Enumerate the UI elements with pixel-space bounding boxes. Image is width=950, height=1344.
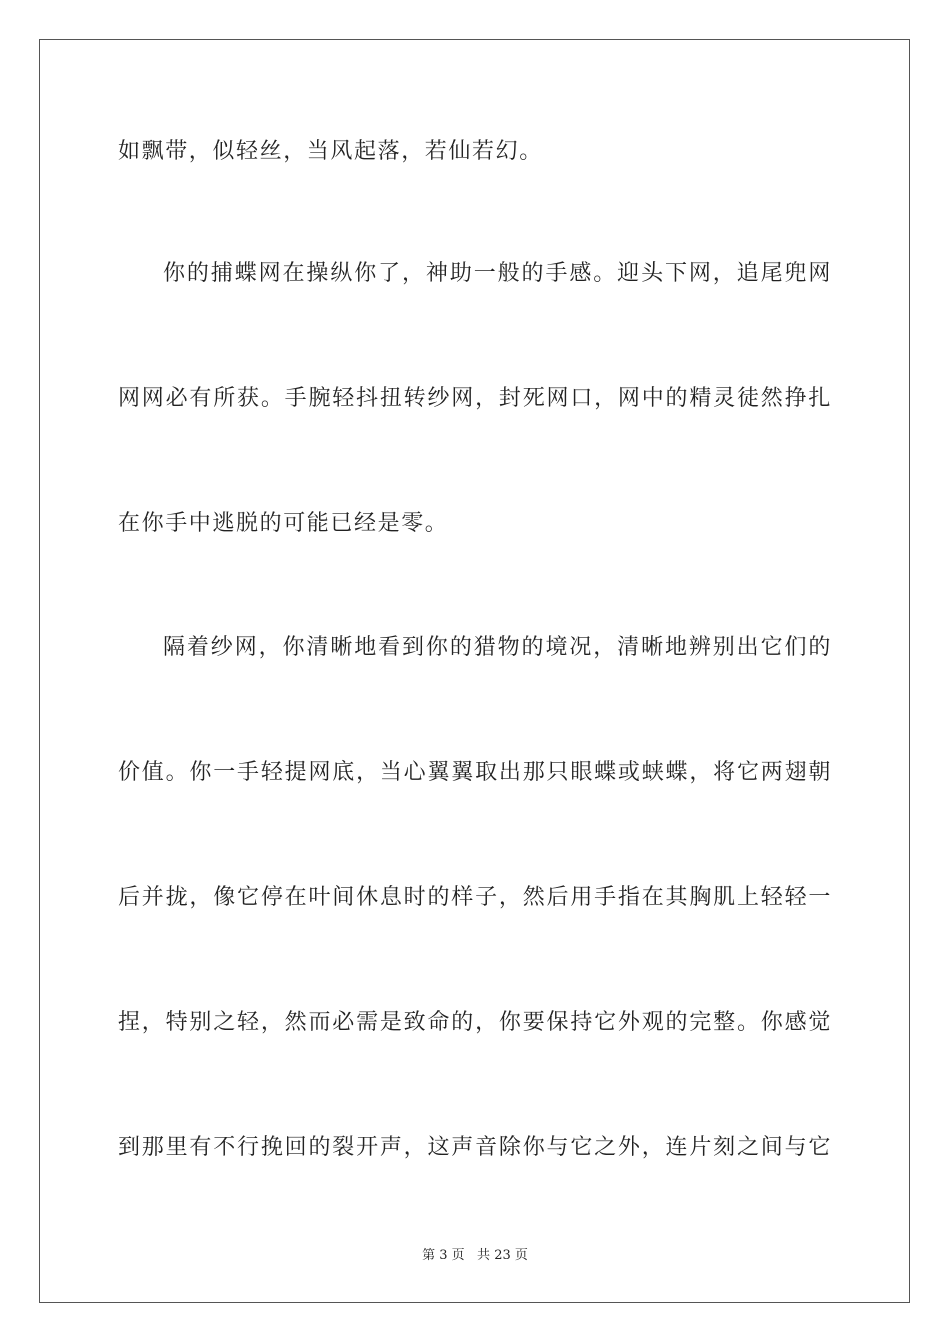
text-line-4: 在你手中逃脱的可能已经是零。 (118, 511, 449, 536)
text-line-1: 如飘带，似轻丝，当风起落，若仙若幻。 (118, 139, 543, 164)
paragraph-start-line: 你的捕蝶网在操纵你了，神助一般的手感。迎头下网，追尾兜网 (163, 261, 832, 286)
text-line-7: 后并拢，像它停在叶间休息时的样子，然后用手指在其胸肌上轻轻一 (118, 885, 832, 910)
text-line-3: 网网必有所获。手腕轻抖扭转纱网，封死网口，网中的精灵徒然挣扎 (118, 386, 832, 411)
text-line-8: 捏，特别之轻，然而必需是致命的，你要保持它外观的完整。你感觉 (118, 1010, 832, 1035)
paragraph-start-line: 隔着纱网，你清晰地看到你的猎物的境况，清晰地辨别出它们的 (163, 635, 832, 660)
text-line-6: 价值。你一手轻提网底，当心翼翼取出那只眼蝶或蛱蝶，将它两翅朝 (118, 760, 832, 785)
page-number-footer: 第 3 页 共 23 页 (422, 1248, 528, 1263)
text-line-9: 到那里有不行挽回的裂开声，这声音除你与它之外，连片刻之间与它 (118, 1135, 832, 1160)
page-border (39, 39, 910, 1303)
